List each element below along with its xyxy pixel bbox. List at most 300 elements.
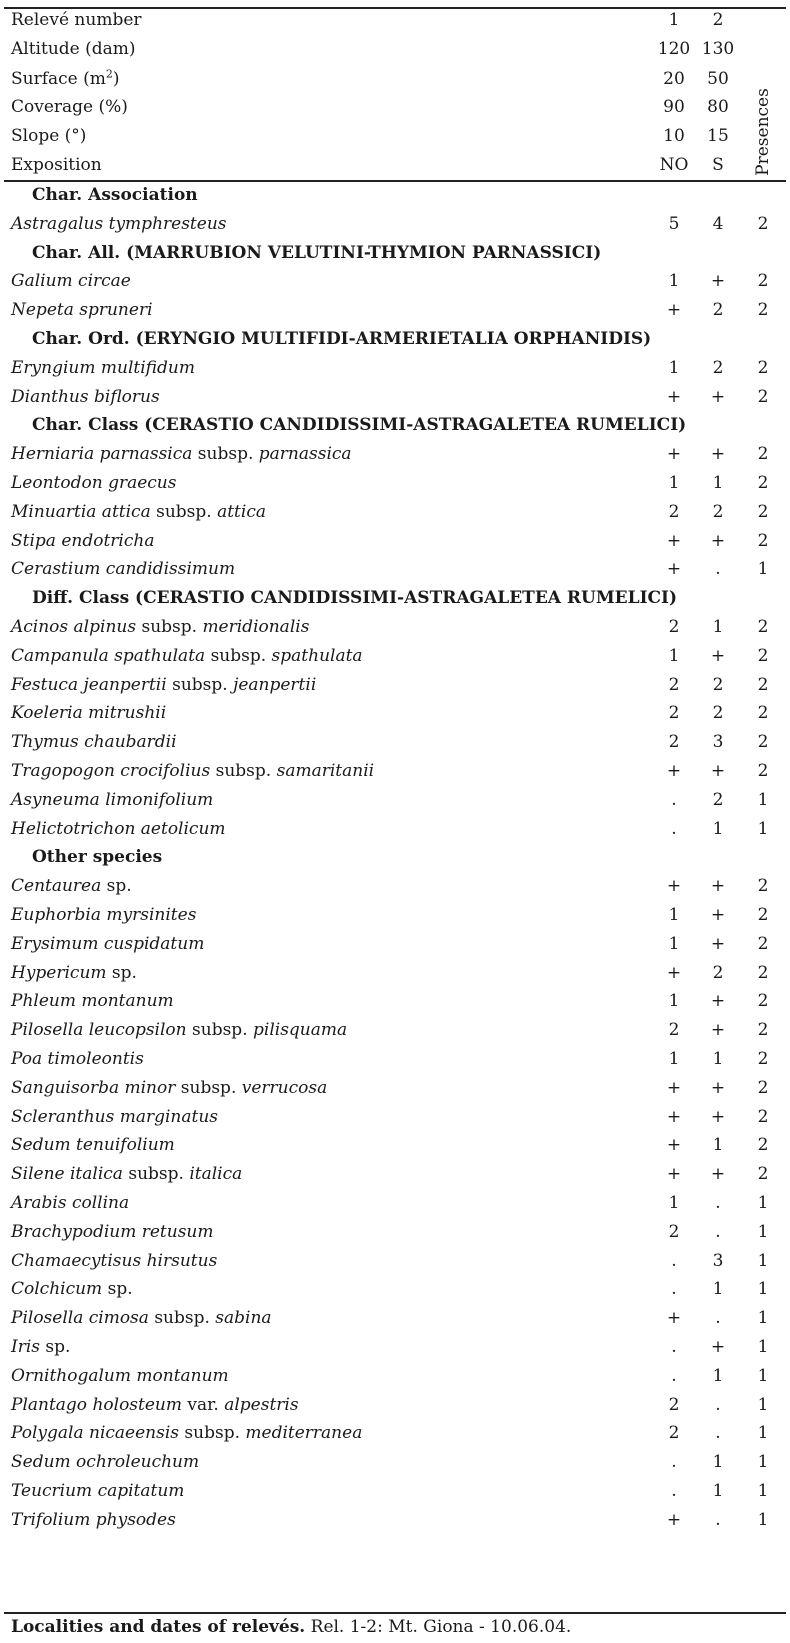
header-label-superscript: 2 [105,67,113,81]
presences-header [748,70,778,194]
taxon-italic: Iris [11,1337,41,1357]
species-name [11,1418,362,1448]
releve-2-cover: 2 [712,674,724,695]
releve-1-cover: . [671,818,677,839]
table-row [0,1188,790,1218]
taxon-italic: Teucrium capitatum [11,1481,185,1501]
presence-count: 1 [757,818,769,839]
presence-count: 1 [757,1337,769,1357]
species-name [11,612,309,642]
taxon-italic: Helictotrichon aetolicum [11,818,226,839]
taxon-italic: Phleum montanum [11,991,174,1012]
taxon-rank: sp. [101,876,132,897]
table-row [0,353,790,383]
presence-count: 2 [757,501,769,522]
releve-1-value: 90 [663,97,685,117]
releve-1-cover: . [671,1337,677,1357]
presence-count: 2 [757,1049,769,1069]
taxon-italic: Asyneuma limonifolium [11,789,214,810]
species-name [11,1303,272,1333]
releve-2-cover: 2 [712,501,724,522]
table-row [0,1015,790,1045]
releve-2-cover: + [710,1020,726,1041]
releve-1-cover: + [666,1164,682,1185]
header-row-label [11,121,86,151]
releve-1-cover: 2 [668,732,680,753]
taxon-italic: Pilosella leucopsilon [11,1020,187,1041]
section-title: Other species [32,847,163,868]
releve-1-value: 10 [663,126,685,146]
header-label-text: Surface (m [11,69,106,89]
releve-1-cover: 1 [668,991,680,1012]
releve-2-cover: + [710,1337,726,1357]
releve-1-cover: 5 [668,213,680,234]
releve-1-cover: 2 [668,674,680,695]
section-heading [0,583,790,613]
releve-1-cover: + [666,1308,682,1329]
species-name [11,1102,218,1132]
taxon-rank: subsp. [210,761,277,781]
table-row [0,727,790,757]
taxon-rank: subsp. [122,1164,190,1185]
header-label-text: Relevé number [11,10,142,30]
table-row [0,526,790,556]
taxon-rank: subsp. [175,1077,242,1098]
taxon-italic: Hypericum [11,962,107,983]
table-row [0,1418,790,1448]
taxon-italic: Thymus chaubardii [11,732,177,753]
table-row [0,670,790,700]
releve-1-cover: . [671,789,677,810]
header-row [0,121,790,151]
taxon-italic: Koeleria mitrushii [11,703,167,724]
table-row [0,871,790,901]
presence-count: 2 [757,473,769,493]
presence-count: 1 [757,789,769,810]
table-row [0,641,790,671]
taxon-italic: Centaurea [11,876,102,897]
releve-1-cover: 2 [668,501,680,522]
presence-count: 1 [757,559,769,580]
presence-count: 1 [757,1365,769,1386]
species-name [11,641,363,671]
species-name [11,266,131,296]
section-heading [0,324,790,354]
species-name [11,900,196,930]
releve-1-cover: + [666,444,682,465]
taxon-italic: mediterranea [245,1423,363,1444]
presence-count: 2 [757,1135,769,1156]
taxon-italic: Campanula spathulata [11,645,206,666]
species-name [11,756,374,786]
taxon-italic: Sedum ochroleuchum [11,1452,200,1473]
species-name [11,1130,175,1160]
taxon-rank: sp. [40,1337,71,1357]
header-row-label [11,64,120,94]
table-row [0,1217,790,1247]
releve-2-cover: 2 [712,300,724,321]
header-label-text: Slope (°) [11,126,87,146]
releve-2-cover: 3 [712,1250,724,1271]
presence-count: 2 [757,271,769,292]
taxon-italic: Stipa endotricha [11,530,155,551]
species-name [11,871,132,901]
table-row [0,1505,790,1535]
table-row [0,382,790,412]
taxon-italic: verrucosa [241,1077,328,1098]
presence-count: 1 [757,1279,769,1300]
taxon-italic: Herniaria parnassica [11,444,193,465]
releve-1-cover: + [666,1135,682,1156]
table-row [0,1130,790,1160]
header-label-end: ) [112,69,120,89]
presence-count: 2 [757,1020,769,1041]
taxon-italic: Colchicum [11,1279,103,1300]
table-row [0,468,790,498]
species-name [11,209,227,239]
header-row [0,92,790,122]
table-row [0,1102,790,1132]
taxon-italic: Astragalus tymphresteus [11,213,227,234]
table-row [0,785,790,815]
taxon-rank: subsp. [192,444,259,465]
releve-2-cover: . [715,559,721,580]
presence-count: 2 [757,703,769,724]
releve-2-cover: + [710,530,726,551]
header-row-label [11,150,102,180]
releve-2-cover: 2 [712,962,724,983]
presence-count: 1 [757,1423,769,1444]
table-row [0,1246,790,1276]
table-row [0,1073,790,1103]
taxon-italic: alpestris [224,1394,299,1415]
presence-count: 1 [757,1250,769,1271]
species-name [11,497,266,527]
species-name [11,526,154,556]
releve-1-cover: . [671,1279,677,1300]
species-name [11,353,195,383]
species-name [11,439,352,469]
species-name [11,1361,229,1391]
taxon-italic: Erysimum cuspidatum [11,933,205,954]
releve-2-cover: + [710,271,726,292]
releve-1-cover: 2 [668,1423,680,1444]
presence-count: 2 [757,991,769,1012]
presence-count: 2 [757,1106,769,1127]
taxon-rank: subsp. [166,674,234,695]
species-name [11,1188,129,1218]
releve-1-cover: + [666,300,682,321]
taxon-italic: Nepeta spruneri [11,300,153,321]
section-title: Char. Ord. (ERYNGIO MULTIFIDI-ARMERIETALIA ORPHANIDIS) [32,329,652,349]
section-heading [0,180,790,210]
taxon-rank: var. [182,1394,225,1415]
releve-1-cover: + [666,876,682,897]
taxon-rank: subsp. [205,645,272,666]
taxon-italic: meridionalis [202,617,310,637]
releve-2-cover: + [710,1164,726,1185]
species-name [11,986,174,1016]
releve-1-cover: 1 [668,357,680,378]
species-name [11,785,213,815]
releve-2-cover: 1 [712,818,724,839]
taxon-italic: Chamaecytisus hirsutus [11,1250,218,1271]
releve-1-cover: + [666,761,682,781]
releve-1-cover: 1 [668,473,680,493]
taxon-italic: Pilosella cimosa [11,1308,149,1329]
presence-count: 2 [757,530,769,551]
releve-1-cover: 2 [668,1394,680,1415]
presence-count: 1 [757,1452,769,1473]
section-title: Char. Association [32,185,198,205]
table-row [0,1332,790,1362]
taxon-italic: Ornithogalum montanum [11,1365,229,1386]
presence-count: 1 [757,1509,769,1530]
taxon-italic: sabina [215,1308,272,1329]
releve-2-value: 80 [707,97,729,117]
releve-2-cover: . [715,1394,721,1415]
header-row-label [11,92,128,122]
taxon-italic: Polygala nicaeensis [11,1423,180,1444]
presence-count: 2 [757,617,769,637]
releve-1-cover: 2 [668,1020,680,1041]
taxon-italic: jeanpertii [233,674,317,695]
species-name [11,1447,199,1477]
releve-2-cover: + [710,1106,726,1127]
releve-2-cover: 2 [712,789,724,810]
table-row [0,1159,790,1189]
releve-1-value: 20 [663,69,685,89]
species-name [11,929,204,959]
taxon-italic: Silene italica [11,1164,123,1185]
section-title: Char. Class (CERASTIO CANDIDISSIMI-ASTRAGALETEA RUMELICI) [32,415,687,436]
table-row [0,1361,790,1391]
releve-2-value: 130 [701,39,735,59]
species-name [11,670,316,700]
taxon-italic: Trifolium physodes [11,1509,176,1530]
taxon-italic: Dianthus biflorus [11,386,160,407]
species-name [11,1015,347,1045]
presences-label: Presences [753,88,773,176]
releve-1-value: NO [659,155,689,175]
releve-2-cover: 1 [712,1452,724,1473]
releve-2-cover: 1 [712,1279,724,1300]
species-name [11,1159,242,1189]
presence-count: 1 [757,1394,769,1415]
releve-2-cover: . [715,1193,721,1213]
releve-1-cover: . [671,1452,677,1473]
presence-count: 2 [757,300,769,321]
taxon-rank: sp. [102,1279,133,1300]
taxon-italic: attica [217,501,266,522]
header-label-text: Exposition [11,155,102,175]
releve-2-cover: 1 [712,1135,724,1156]
table-row [0,900,790,930]
species-name [11,1274,133,1304]
presence-count: 1 [757,1221,769,1242]
presence-count: 2 [757,1164,769,1185]
section-title: Diff. Class (CERASTIO CANDIDISSIMI-ASTRAGALETEA RUMELICI) [32,588,678,609]
releve-2-cover: + [710,761,726,781]
releve-1-cover: 2 [668,1221,680,1242]
species-name [11,468,176,498]
species-name [11,1044,144,1074]
footnote-text: Rel. 1-2: Mt. Giona - 10.06.04. [305,1617,572,1637]
releve-2-value: S [712,155,724,175]
releve-2-cover: . [715,1509,721,1530]
section-heading [0,238,790,268]
releve-1-cover: + [666,962,682,983]
header-row [0,5,790,35]
presence-count: 2 [757,876,769,897]
releve-2-cover: 1 [712,617,724,637]
releve-1-cover: + [666,530,682,551]
presence-count: 2 [757,444,769,465]
releve-2-cover: 4 [712,213,724,234]
releve-2-cover: + [710,386,726,407]
presence-count: 2 [757,213,769,234]
taxon-italic: Tragopogon crocifolius [11,761,211,781]
header-row-label [11,5,142,35]
table-row [0,958,790,988]
table-row [0,295,790,325]
releve-2-cover: + [710,876,726,897]
releve-1-value: 120 [657,39,691,59]
species-name [11,1505,176,1535]
releve-2-cover: 1 [712,1049,724,1069]
taxon-italic: Festuca jeanpertii [11,674,167,695]
presence-count: 2 [757,732,769,753]
header-row [0,34,790,64]
taxon-italic: Brachypodium retusum [11,1221,214,1242]
taxon-italic: Minuartia attica [11,501,151,522]
species-name [11,1217,214,1247]
releve-1-cover: 1 [668,905,680,925]
releve-2-cover: + [710,991,726,1012]
table-row [0,756,790,786]
releve-1-cover: 1 [668,271,680,292]
header-label-text: Coverage (%) [11,97,128,117]
taxon-italic: Sanguisorba minor [11,1077,176,1098]
table-row [0,814,790,844]
releve-2-cover: 3 [712,732,724,753]
presence-count: 2 [757,962,769,983]
species-name [11,295,153,325]
releve-2-cover: . [715,1221,721,1242]
taxon-italic: Acinos alpinus [11,617,137,637]
releve-1-cover: 1 [668,933,680,954]
table-row [0,554,790,584]
header-row [0,64,790,94]
releve-2-value: 50 [707,69,729,89]
taxon-italic: spathulata [271,645,363,666]
header-row-label [11,34,136,64]
species-name [11,1073,327,1103]
species-name [11,1390,299,1420]
releve-2-cover: + [710,1077,726,1098]
taxon-rank: subsp. [136,617,203,637]
presence-count: 2 [757,674,769,695]
section-heading [0,842,790,872]
releve-1-cover: . [671,1250,677,1271]
table-row [0,1044,790,1074]
table-row [0,612,790,642]
releve-2-cover: 2 [712,357,724,378]
taxon-rank: subsp. [186,1020,253,1041]
header-label-text: Altitude (dam) [11,39,136,59]
table-row [0,266,790,296]
taxon-italic: parnassica [258,444,352,465]
taxon-italic: samaritanii [276,761,375,781]
releve-1-cover: 1 [668,1049,680,1069]
table-row [0,1476,790,1506]
presence-count: 2 [757,933,769,954]
taxon-italic: Galium circae [11,271,131,292]
presence-count: 2 [757,386,769,407]
table-row [0,1274,790,1304]
releve-1-cover: . [671,1365,677,1386]
releve-1-cover: 1 [668,1193,680,1213]
presence-count: 2 [757,645,769,666]
table-row [0,698,790,728]
presence-count: 2 [757,761,769,781]
species-name [11,382,160,412]
releve-1-value: 1 [668,10,680,30]
presence-count: 2 [757,1077,769,1098]
section-heading [0,410,790,440]
table-row [0,986,790,1016]
releve-2-cover: + [710,905,726,925]
footnote-title: Localities and dates of relevés. [11,1617,306,1637]
taxon-italic: Plantago holosteum [11,1394,182,1415]
releve-1-cover: 2 [668,703,680,724]
presence-count: 1 [757,1481,769,1501]
taxon-rank: sp. [106,962,137,983]
releve-2-cover: . [715,1308,721,1329]
taxon-italic: Scleranthus marginatus [11,1106,219,1127]
releve-1-cover: 1 [668,645,680,666]
table-row [0,1303,790,1333]
taxon-rank: subsp. [150,501,218,522]
table-row [0,929,790,959]
releve-1-cover: + [666,1106,682,1127]
taxon-italic: Poa timoleontis [11,1049,144,1069]
species-name [11,814,226,844]
taxon-italic: pilisquama [253,1020,348,1041]
presence-count: 1 [757,1308,769,1329]
taxon-italic: Cerastium candidissimum [11,559,236,580]
table-row [0,1390,790,1420]
header-row [0,150,790,180]
table-row [0,439,790,469]
species-name [11,698,166,728]
releve-2-cover: + [710,645,726,666]
taxon-rank: subsp. [148,1308,216,1329]
section-title: Char. All. (MARRUBION VELUTINI-THYMION PARNASSICI) [32,242,602,263]
releve-2-value: 15 [707,126,729,146]
releve-1-cover: + [666,1077,682,1098]
presence-count: 2 [757,357,769,378]
releve-1-cover: + [666,559,682,580]
releve-2-cover: 2 [712,703,724,724]
species-name [11,1246,217,1276]
presence-count: 2 [757,905,769,925]
taxon-italic: Leontodon graecus [11,473,177,493]
releve-1-cover: . [671,1481,677,1501]
table-footnote [11,1612,571,1642]
taxon-italic: Arabis collina [11,1193,130,1213]
presence-count: 1 [757,1193,769,1213]
